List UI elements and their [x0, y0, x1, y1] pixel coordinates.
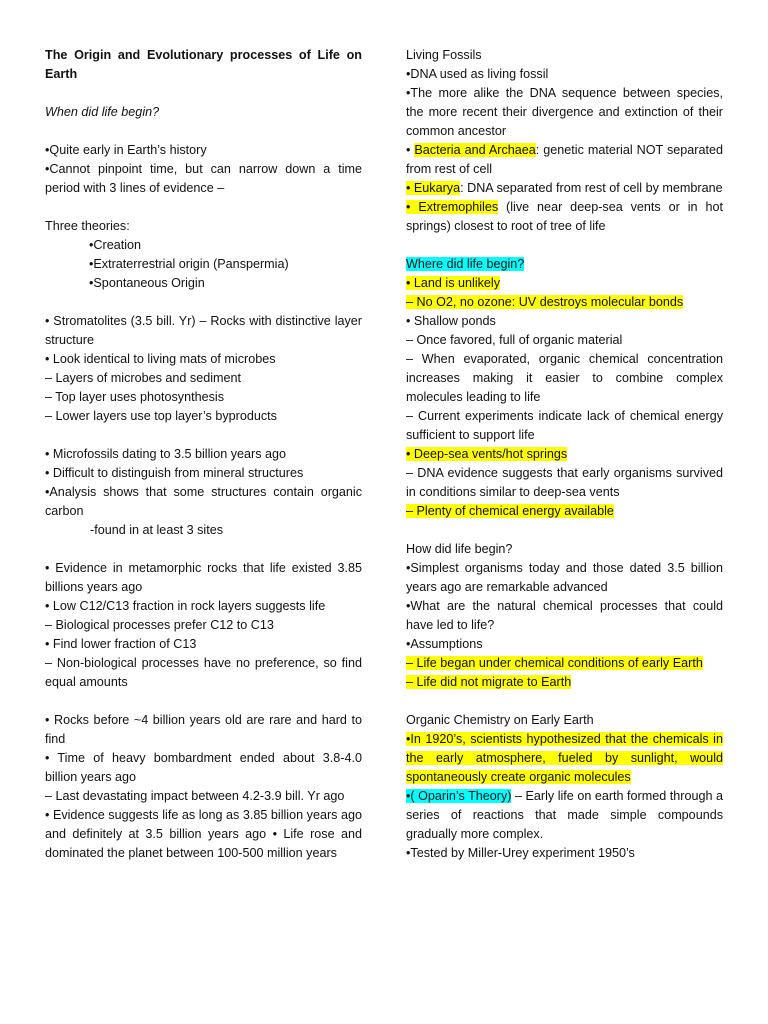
land-item	[406, 274, 723, 293]
evaporated-item: – When evaporated, organic chemical concentration increases making it easier to combine complex molecules leading to life	[406, 352, 723, 404]
metamorphic-item: – Biological processes prefer C12 to C13	[45, 618, 274, 632]
section-subtitle: When did life begin?	[45, 105, 160, 119]
rocks-item: • Evidence suggests life as long as 3.85 billion years ago and definitely at 3.5 billion years ago • Life rose and dominated the planet between 100-500 million years	[45, 808, 362, 860]
highlight-1920s: •In 1920’s, scientists hypothesized that the chemicals in the early atmosphere, fueled by sunlight, would spontaneously create organic molecules	[406, 732, 723, 784]
assumption-early-earth	[406, 654, 723, 673]
eukarya-text: : DNA separated from rest of cell by membrane	[460, 181, 723, 195]
fossils-item: •DNA used as living fossil	[406, 67, 549, 81]
assumption-no-migration	[406, 673, 723, 692]
eukarya-item	[406, 179, 723, 198]
rocks-item: • Time of heavy bombardment ended about 3.8-4.0 billion years ago	[45, 751, 362, 784]
miller-urey-item: •Tested by Miller-Urey experiment 1950’s	[406, 846, 635, 860]
stromatolites-item: – Layers of microbes and sediment	[45, 371, 242, 385]
right-column	[406, 46, 723, 863]
extremophiles-item	[406, 198, 723, 236]
stromatolites-item: • Stromatolites (3.5 bill. Yr) – Rocks with distinctive layer structure	[45, 314, 362, 347]
rocks-item: • Rocks before ~4 billion years old are rare and hard to find	[45, 713, 362, 746]
highlight-no-o2: – No O2, no ozone: UV destroys molecular bonds	[406, 295, 684, 309]
highlight-assumption-no-migration: – Life did not migrate to Earth	[406, 675, 572, 689]
bacteria-archaea-item	[406, 141, 723, 179]
highlight-eukarya: • Eukarya	[406, 181, 461, 195]
theory-item: •Spontaneous Origin	[89, 276, 205, 290]
where-life-began-heading	[406, 255, 723, 274]
microfossils-item: •Analysis shows that some structures contain organic carbon	[45, 485, 362, 518]
extremophiles-text: (live near deep-sea vents or in hot springs) closest to root of tree of life	[406, 200, 723, 233]
highlight-plenty-energy: – Plenty of chemical energy available	[406, 504, 614, 518]
theories-heading: Three theories:	[45, 219, 130, 233]
simplest-organisms-item: •Simplest organisms today and those dated 3.5 billion years ago are remarkable advanced	[406, 561, 723, 594]
assumptions-item: •Assumptions	[406, 637, 483, 651]
highlight-where-heading: Where did life begin?	[406, 257, 525, 271]
chemical-processes-item: •What are the natural chemical processes that could have led to life?	[406, 599, 723, 632]
metamorphic-item: • Low C12/C13 fraction in rock layers suggests life	[45, 599, 326, 613]
bacteria-archaea-text: : genetic material NOT separated from rest of cell	[406, 143, 723, 176]
bullet-early-history: •Quite early in Earth’s history	[45, 143, 207, 157]
document-title: The Origin and Evolutionary processes of Life on Earth	[45, 48, 362, 81]
theory-item: •Extraterrestrial origin (Panspermia)	[89, 257, 289, 271]
theory-item: •Creation	[89, 238, 142, 252]
left-column	[45, 46, 362, 863]
oparin-item	[406, 787, 723, 844]
dna-evidence-item: – DNA evidence suggests that early organisms survived in conditions similar to deep-sea vents	[406, 466, 723, 499]
rocks-item: – Last devastating impact between 4.2-3.9 bill. Yr ago	[45, 789, 345, 803]
shallow-ponds-item: • Shallow ponds	[406, 314, 496, 328]
stromatolites-item: – Top layer uses photosynthesis	[45, 390, 224, 404]
bullet-text: •	[406, 143, 415, 157]
no-o2-item	[406, 293, 723, 312]
highlight-land: • Land is unlikely	[406, 276, 501, 290]
highlight-extremophiles: • Extremophiles	[406, 200, 499, 214]
stromatolites-item: • Look identical to living mats of microbes	[45, 352, 276, 366]
microfossils-item: • Difficult to distinguish from mineral structures	[45, 466, 304, 480]
organic-chemistry-heading: Organic Chemistry on Early Earth	[406, 713, 594, 727]
once-favored-item: – Once favored, full of organic material	[406, 333, 623, 347]
stromatolites-item: – Lower layers use top layer’s byproducts	[45, 409, 277, 423]
vents-item	[406, 445, 723, 464]
metamorphic-item: • Evidence in metamorphic rocks that life existed 3.85 billions years ago	[45, 561, 362, 594]
highlight-vents: • Deep-sea vents/hot springs	[406, 447, 568, 461]
plenty-energy-item	[406, 502, 723, 521]
oparin-text: – Early life on earth formed through a series of reactions that made simple compounds gradually more complex.	[406, 789, 723, 841]
current-experiments-item: – Current experiments indicate lack of chemical energy sufficient to support life	[406, 409, 723, 442]
microfossils-sites: -found in at least 3 sites	[90, 523, 224, 537]
highlight-bacteria-archaea: Bacteria and Archaea	[414, 143, 536, 157]
microfossils-item: • Microfossils dating to 3.5 billion years ago	[45, 447, 287, 461]
highlight-oparin: •( Oparin’s Theory)	[406, 789, 512, 803]
fossils-item: •The more alike the DNA sequence between species, the more recent their divergence and extinction of their common ancestor	[406, 86, 723, 138]
in-1920s-item	[406, 730, 723, 787]
metamorphic-item: • Find lower fraction of C13	[45, 637, 197, 651]
living-fossils-heading: Living Fossils	[406, 48, 482, 62]
highlight-assumption-early-earth: – Life began under chemical conditions of early Earth	[406, 656, 703, 670]
how-life-began-heading: How did life begin?	[406, 542, 513, 556]
metamorphic-item: – Non-biological processes have no preference, so find equal amounts	[45, 656, 362, 689]
bullet-pinpoint-time: •Cannot pinpoint time, but can narrow down a time period with 3 lines of evidence –	[45, 162, 362, 195]
